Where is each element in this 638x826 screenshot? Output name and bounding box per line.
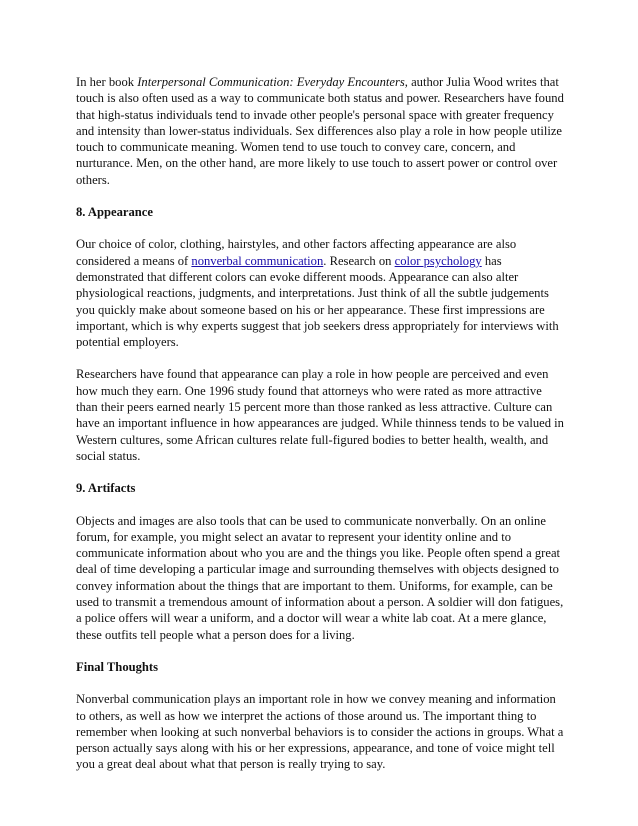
touch-paragraph [76, 74, 566, 188]
color-psychology-link[interactable]: color psychology [394, 253, 482, 268]
appearance-p1-part1: Our choice of color, clothing, hairstyles, and other factors affecting appearance are also considered a means of [76, 237, 517, 268]
book-title: Interpersonal Communication: Everyday Encounters [137, 75, 405, 89]
artifacts-paragraph: Objects and images are also tools that can be used to communicate nonverbally. On an online forum, for example, you might select an avatar to represent your identity online and to communicate information about who you are and the things you like. People often spend a great deal of time developing a particular image and surrounding themselves with objects designed to convey information about the things that are important to them. Uniforms, for example, can be used to transmit a tremendous amount of information about a person. A soldier will don fatigues, a police offers will wear a uniform, and a doctor will wear a white lab coat. At a mere glance, these outfits tell people what a person does for a living. [76, 513, 564, 642]
appearance-p1-part3: has demonstrated that different colors can evoke different moods. Appearance can also alter physiological reactions, judgments, and interpretations. Just think of all the subtle judgements you quickly make about someone based on his or her appearance. These first impressions are important, which is why experts suggest that job seekers dress appropriately for interviews with potential employers. [76, 253, 559, 350]
final-thoughts-paragraph: Nonverbal communication plays an important role in how we convey meaning and information to others, as well as how we interpret the actions of those around us. The important thing to remember when looking at such nonverbal behaviors is to consider the actions in groups. What a person actually says along with his or her expressions, appearance, and tone of voice might tell you a great deal about what that person is really trying to say. [76, 692, 564, 772]
appearance-paragraph-1 [76, 236, 566, 350]
appearance-p1-part2: . Research on [323, 253, 395, 268]
appearance-heading: 8. Appearance [76, 205, 153, 220]
touch-rest-text: , author Julia Wood writes that touch is also often used as a way to communicate both status and power. Researchers have found that high-status individuals tend to invade other people's personal space with greater frequency and intensity than lower-status individuals. Sex differences also play a role in how people utilize touch to communicate meaning. Women tend to use touch to convey care, concern, and nurturance. Men, on the other hand, are more likely to use touch to assert power or control over others. [76, 75, 564, 187]
nonverbal-communication-link[interactable]: nonverbal communication [191, 253, 324, 268]
appearance-paragraph-2: Researchers have found that appearance can play a role in how people are perceived and even how much they earn. One 1996 study found that attorneys who were rated as more attractive than their peers earned nearly 15 percent more than those ranked as less attractive. Culture can have an important influence in how appearances are judged. While thinness tends to be valued in Western cultures, some African cultures relate full-figured bodies to better health, wealth, and social status. [76, 367, 564, 463]
artifacts-heading: 9. Artifacts [76, 481, 136, 496]
touch-intro-text: In her book [76, 75, 138, 89]
document-page [76, 74, 566, 789]
final-thoughts-heading: Final Thoughts [76, 659, 159, 674]
